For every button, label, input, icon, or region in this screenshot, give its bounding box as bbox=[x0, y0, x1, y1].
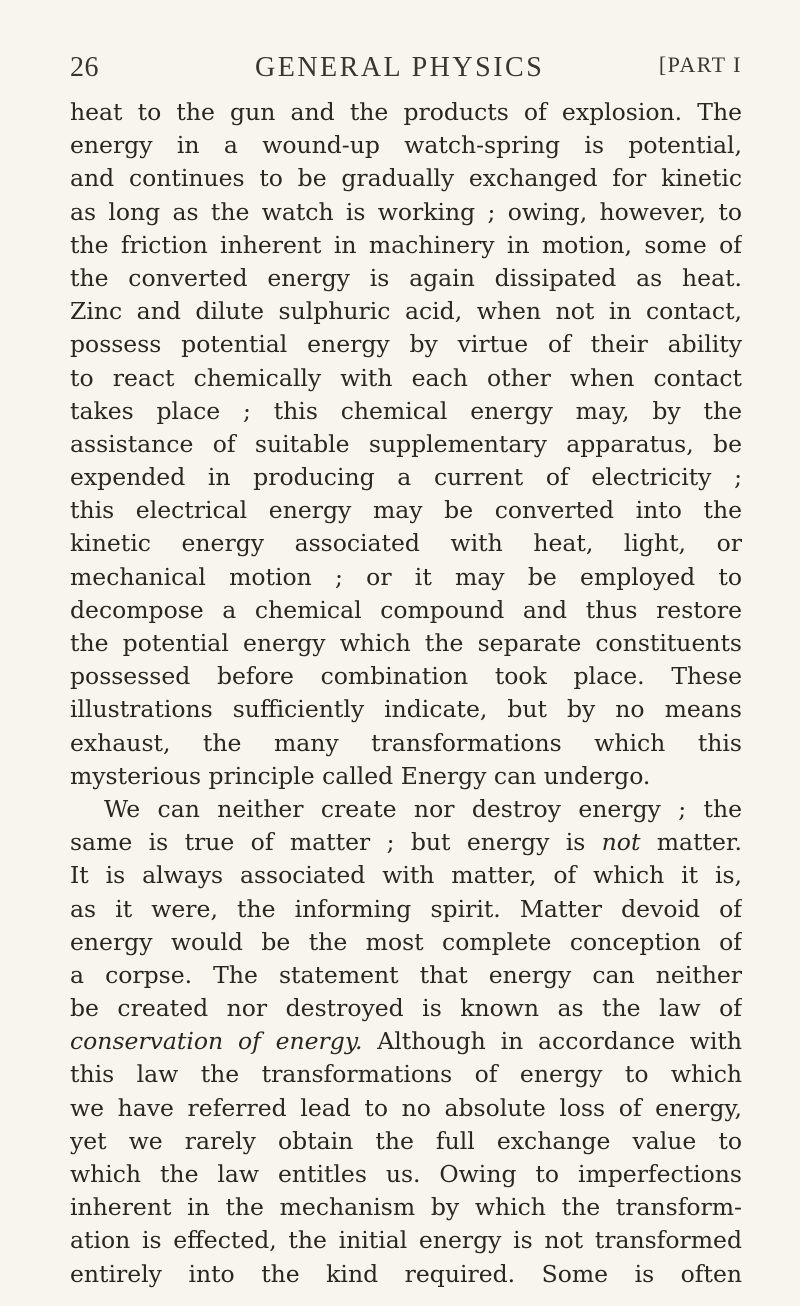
text-line: inherent in the mechanism by which the transform- bbox=[70, 1193, 742, 1222]
emphasis-conservation-of-energy: conservation of energy. bbox=[70, 1027, 363, 1056]
text-line: expended in producing a current of electricity ; bbox=[70, 463, 742, 492]
text-line: It is always associated with matter, of which it is, bbox=[70, 861, 742, 890]
text-line: We can neither create nor destroy energy ; the bbox=[104, 794, 742, 823]
text-line: illustrations sufficiently indicate, but by no means bbox=[70, 695, 742, 724]
part-label: [PART I bbox=[658, 52, 742, 77]
text-run: matter. bbox=[640, 828, 742, 857]
paragraph-conservation-of-energy bbox=[70, 793, 742, 1291]
text-line: which the law entitles us. Owing to imperfections bbox=[70, 1160, 742, 1188]
text-line: possessed before combination took place. These bbox=[70, 662, 742, 691]
text-line: the potential energy which the separate constituents bbox=[70, 629, 742, 657]
body-text bbox=[70, 96, 742, 1291]
text-line: to react chemically with each other when contact bbox=[70, 363, 742, 392]
text-line: decompose a chemical compound and thus restore bbox=[70, 595, 742, 624]
text-line bbox=[70, 1025, 742, 1058]
text-line: takes place ; this chemical energy may, by the bbox=[70, 396, 742, 425]
text-line: we have referred lead to no absolute loss of energy, bbox=[70, 1093, 742, 1122]
text-line: energy would be the most complete conception of bbox=[70, 927, 742, 956]
text-line: be created nor destroyed is known as the law of bbox=[70, 994, 742, 1023]
text-line: yet we rarely obtain the full exchange value to bbox=[70, 1126, 742, 1155]
page-number: 26 bbox=[70, 52, 99, 83]
text-line: the converted energy is again dissipated as heat. bbox=[70, 263, 742, 292]
emphasis-not: not bbox=[601, 828, 641, 857]
text-line: assistance of suitable supplementary apparatus, be bbox=[70, 429, 742, 458]
paragraph-energy-examples bbox=[70, 96, 742, 793]
text-line: a corpse. The statement that energy can neither bbox=[70, 960, 742, 989]
text-line: the friction inherent in machinery in motion, some of bbox=[70, 230, 742, 259]
text-line: kinetic energy associated with heat, light, or bbox=[70, 529, 742, 558]
text-run: Although in accordance with bbox=[362, 1027, 742, 1056]
text-line: mechanical motion ; or it may be employed to bbox=[70, 562, 742, 591]
text-line: this electrical energy may be converted into the bbox=[70, 496, 742, 525]
text-run: same is true of matter ; but energy is bbox=[70, 828, 602, 857]
text-line: as long as the watch is working ; owing, however, to bbox=[70, 197, 742, 226]
text-line: energy in a wound-up watch-spring is potential, bbox=[70, 131, 742, 160]
text-line: and continues to be gradually exchanged for kinetic bbox=[70, 164, 742, 193]
text-line: exhaust, the many transformations which this bbox=[70, 728, 742, 757]
text-line: heat to the gun and the products of explosion. The bbox=[70, 98, 742, 126]
running-title: GENERAL PHYSICS bbox=[255, 52, 545, 83]
running-head bbox=[70, 52, 742, 92]
text-line: ation is effected, the initial energy is not transformed bbox=[70, 1226, 742, 1255]
text-line bbox=[70, 826, 742, 859]
text-line: Zinc and dilute sulphuric acid, when not in contact, bbox=[70, 297, 742, 326]
text-line: as it were, the informing spirit. Matter devoid of bbox=[70, 894, 742, 923]
text-line: this law the transformations of energy to which bbox=[70, 1060, 742, 1089]
text-line: entirely into the kind required. Some is often bbox=[70, 1259, 742, 1288]
text-line: possess potential energy by virtue of their ability bbox=[70, 330, 742, 359]
text-line: mysterious principle called Energy can undergo. bbox=[70, 761, 651, 790]
